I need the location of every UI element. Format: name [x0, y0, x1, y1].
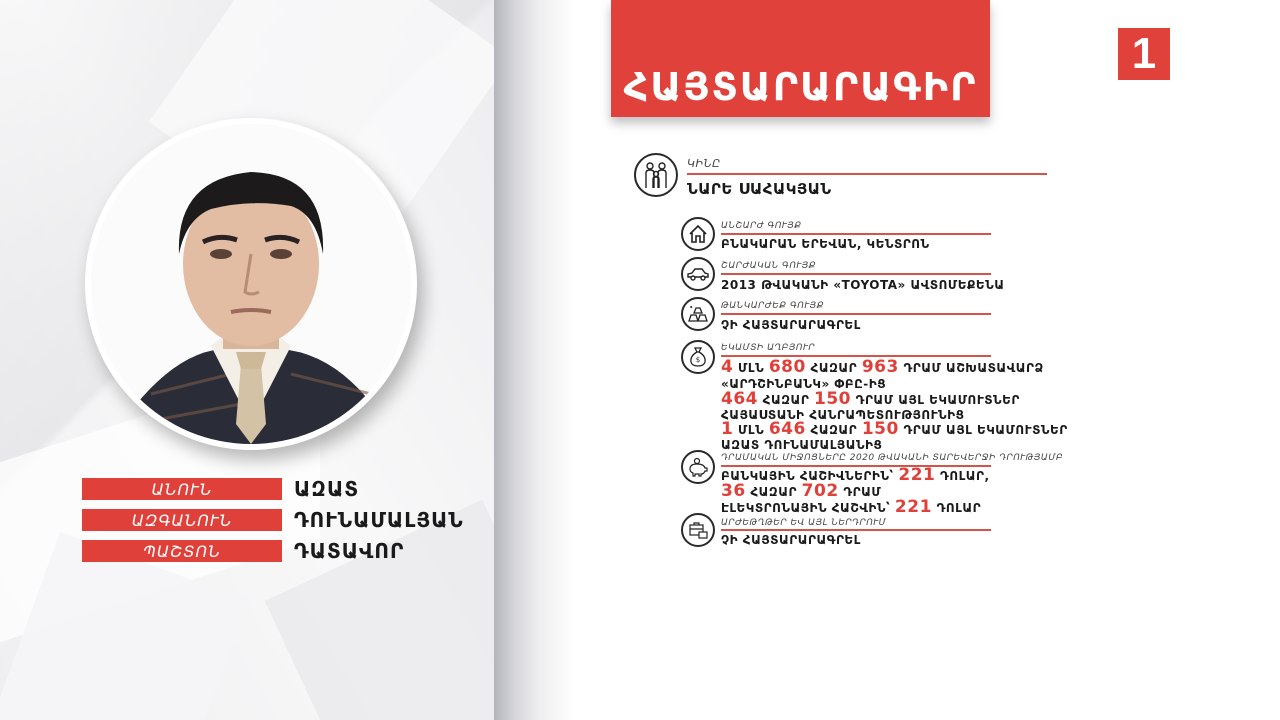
income-caption: ԵԿԱՄՏԻ ԱՂԲՅՈՒՐ	[721, 343, 816, 353]
car-icon	[681, 257, 715, 291]
valuables-value: ՉԻ ՀԱՅՏԱՐԱՐԱԳՐԵԼ	[721, 318, 861, 332]
income-text: ԴՐԱՄ ԱՅԼ ԵԿԱՄՈՒՏՆԵՐ	[850, 393, 1020, 407]
family-icon	[634, 153, 678, 197]
cash-line-1	[721, 467, 990, 484]
income-amount: 150	[813, 389, 851, 409]
briefcase-icon	[681, 513, 715, 547]
income-source: «ԱՐԴՇԻՆԲԱՆԿ» ՓԲԸ-ԻՑ	[721, 377, 887, 391]
channel-logo-text: 1	[1131, 29, 1157, 78]
income-amount: 150	[861, 419, 899, 439]
title-banner	[611, 0, 990, 117]
income-line-1	[721, 359, 1044, 376]
spouse-caption: ԿԻՆԸ	[687, 157, 721, 170]
house-icon	[681, 217, 715, 251]
last-name-label: ԱԶԳԱՆՈՒՆ	[82, 509, 282, 531]
income-amount: 963	[861, 357, 899, 377]
vehicles-divider	[721, 273, 991, 275]
cash-amount: 221	[898, 465, 936, 485]
cash-line-2	[721, 483, 881, 500]
income-amount: 464	[721, 389, 758, 409]
channel-logo	[1118, 28, 1170, 80]
cash-line-3	[721, 499, 981, 516]
income-text: ՀԱԶԱՐ	[805, 361, 862, 375]
info-row-last-name	[82, 509, 464, 531]
income-text: ՀԱԶԱՐ	[805, 423, 862, 437]
cash-caption: ԴՐԱՄԱԿԱՆ ՄԻՋՈՑՆԵՐԸ 2020 ԹՎԱԿԱՆԻ ՏԱՐԵՎԵՐՋԻ ԴՐՈՒԹՅԱՄԲ	[721, 453, 1064, 463]
cash-text: ԷԼԵԿՏՐՈՆԱՅԻՆ ՀԱՇՎԻՆ՝	[721, 501, 895, 515]
cash-amount: 702	[801, 481, 839, 501]
income-amount: 680	[768, 357, 806, 377]
gold-bars-icon	[681, 297, 715, 331]
securities-caption: ԱՐԺԵԹՂԹԵՐ ԵՎ ԱՅԼ ՆԵՐԴՐՈՒՄ	[721, 518, 887, 528]
income-text: ՄԼՆ	[733, 361, 769, 375]
first-name-value: ԱԶԱՏ	[294, 477, 360, 501]
page-title: ՀԱՅՏԱՐԱՐԱԳԻՐ	[623, 65, 978, 109]
securities-divider	[721, 529, 991, 531]
real-estate-divider	[721, 233, 991, 235]
income-line-5	[721, 421, 1068, 438]
cash-text: ՀԱԶԱՐ	[745, 485, 802, 499]
info-row-position	[82, 540, 404, 562]
portrait-frame	[85, 118, 417, 450]
vehicles-caption: ՇԱՐԺԱԿԱՆ ԳՈՒՅՔ	[721, 261, 817, 271]
real-estate-value: ԲՆԱԿԱՐԱՆ ԵՐԵՎԱՆ, ԿԵՆՏՐՈՆ	[721, 237, 930, 251]
income-line-6	[721, 437, 882, 453]
svg-text:$: $	[695, 356, 701, 364]
spouse-divider	[687, 173, 1047, 175]
real-estate-caption: ԱՆՇԱՐԺ ԳՈՒՅՔ	[721, 221, 802, 231]
income-text: ԴՐԱՄ ԱՇԽԱՏԱՎԱՐՁ	[898, 361, 1044, 375]
position-value: ԴԱՏԱՎՈՐ	[294, 539, 405, 563]
income-source: ԱԶԱՏ ԴՈՒՆԱՄԱԼՅԱՆԻՑ	[721, 438, 883, 452]
income-amount: 1	[721, 419, 734, 439]
vehicles-value: 2013 ԹՎԱԿԱՆԻ «TOYOTA» ԱՎՏՈՄԵՔԵՆԱ	[721, 278, 1005, 292]
cash-amount: 36	[721, 481, 746, 501]
income-text: ՀԱԶԱՐ	[758, 393, 814, 407]
cash-text: ԴՐԱՄ	[838, 485, 882, 499]
income-text: ԴՐԱՄ ԱՅԼ ԵԿԱՄՈՒՏՆԵՐ	[898, 423, 1068, 437]
cash-amount: 221	[894, 497, 932, 517]
income-amount: 646	[768, 419, 806, 439]
cash-text: ԴՈԼԱՐ	[931, 501, 982, 515]
position-label: ՊԱՇՏՈՆ	[82, 540, 282, 562]
left-panel	[0, 0, 494, 720]
income-text: ՄԼՆ	[733, 423, 769, 437]
valuables-divider	[721, 313, 991, 315]
spouse-value: ՆԱՐԵ ՍԱՀԱԿՅԱՆ	[687, 180, 832, 198]
income-source: ՀԱՅԱՍՏԱՆԻ ՀԱՆՐԱՊԵՏՈՒԹՅՈՒՆԻՑ	[721, 408, 965, 422]
person-portrait-icon	[91, 124, 411, 444]
income-amount: 4	[721, 357, 734, 377]
income-line-3	[721, 391, 1020, 408]
info-row-first-name	[82, 478, 359, 500]
last-name-value: ԴՈՒՆԱՄԱԼՅԱՆ	[294, 508, 464, 532]
first-name-label: ԱՆՈՒՆ	[82, 478, 282, 500]
portrait-photo	[91, 124, 411, 444]
valuables-caption: ԹԱՆԿԱՐԺԵՔ ԳՈՒՅՔ	[721, 301, 825, 311]
cash-text: ԴՈԼԱՐ,	[935, 469, 990, 483]
securities-value: ՉԻ ՀԱՅՏԱՐԱՐԱԳՐԵԼ	[721, 533, 861, 547]
money-bag-icon	[681, 340, 715, 374]
cash-text: ԲԱՆԿԱՅԻՆ ՀԱՇԻՎՆԵՐԻՆ՝	[721, 469, 899, 483]
piggy-bank-icon	[681, 450, 715, 484]
income-divider	[721, 355, 991, 357]
